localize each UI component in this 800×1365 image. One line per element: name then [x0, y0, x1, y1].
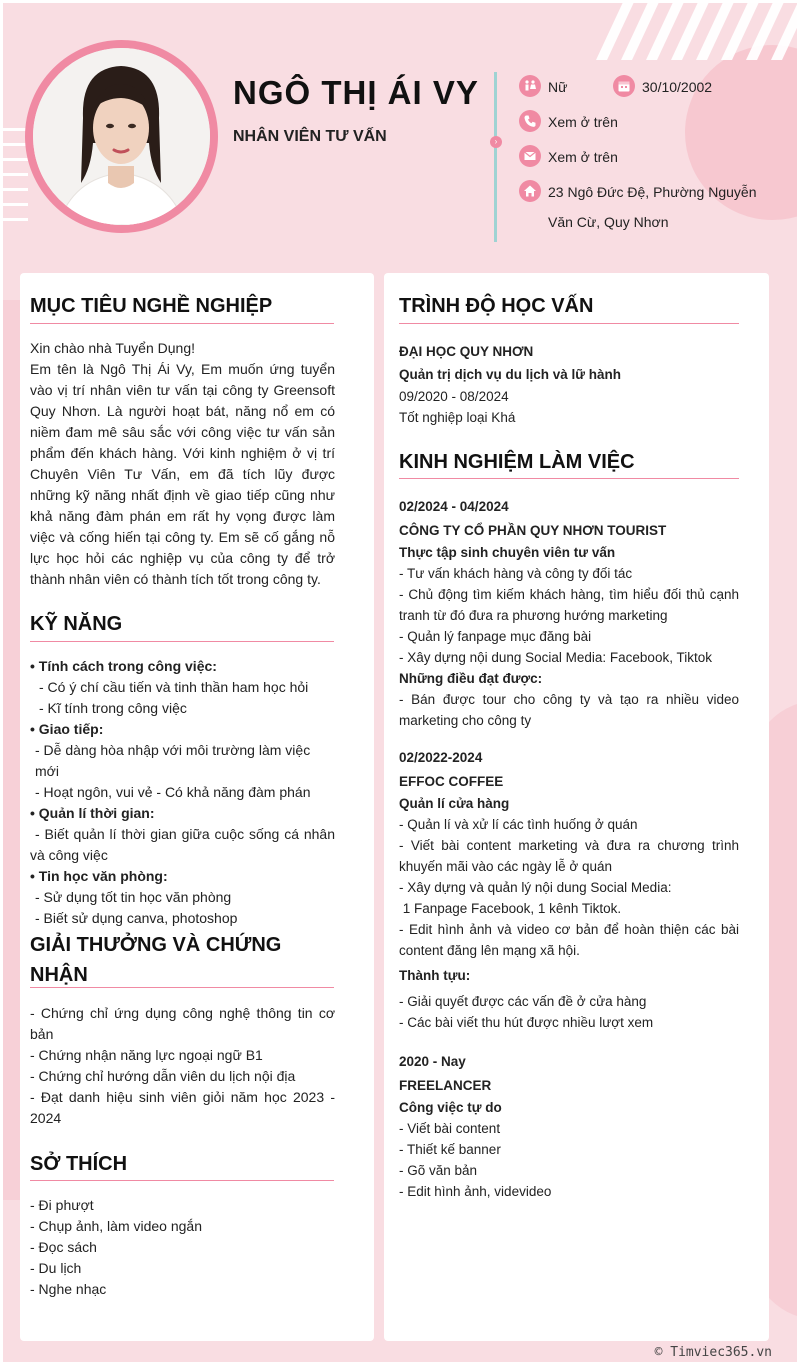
job-achievements-label: Những điều đạt được: — [399, 671, 543, 686]
email-text: Xem ở trên — [548, 149, 618, 165]
major: Quản trị dịch vụ du lịch và lữ hành — [399, 367, 622, 382]
job-period: 2020 - Nay — [399, 1054, 466, 1069]
education-block — [399, 340, 739, 428]
left-column-card — [20, 273, 374, 1341]
skill-group-heading: • Tin học văn phòng: — [30, 868, 168, 884]
job-entry — [399, 495, 739, 731]
section-divider — [30, 641, 334, 642]
job-achievement: - Giải quyết được các vấn đề ở cửa hàng — [399, 994, 647, 1009]
school-name: ĐẠI HỌC QUY NHƠN — [399, 344, 534, 359]
skill-group-heading: • Quản lí thời gian: — [30, 805, 155, 821]
gender-text: Nữ — [548, 79, 568, 95]
job-role: Thực tập sinh chuyên viên tư vấn — [399, 545, 616, 560]
job-entry — [399, 1050, 739, 1202]
job-duty: - Xây dựng nội dung Social Media: Facebook, Tiktok — [399, 650, 712, 665]
job-period: 02/2022-2024 — [399, 750, 483, 765]
award-item: - Đạt danh hiệu sinh viên giỏi năm học 2023 - 2024 — [30, 1089, 335, 1126]
skill-group-heading: • Tính cách trong công việc: — [30, 658, 217, 674]
job-company: EFFOC COFFEE — [399, 774, 504, 789]
skill-item: - Sử dụng tốt tin học văn phòng — [35, 889, 232, 905]
address-line-2: Văn Cừ, Quy Nhơn — [548, 214, 669, 230]
phone-text: Xem ở trên — [548, 114, 618, 130]
hobbies-title: SỞ THÍCH — [30, 1153, 128, 1175]
award-item: - Chứng chỉ ứng dụng công nghệ thông tin cơ bản — [30, 1005, 335, 1042]
birthdate-text: 30/10/2002 — [642, 79, 713, 95]
hobbies-list — [30, 1195, 335, 1300]
objective-body: Em tên là Ngô Thị Ái Vy, Em muốn ứng tuyển vào vị trí nhân viên tư vấn tại công ty Greensoft Quy Nhơn. Là người hoạt bát, năng nổ em có niềm đam mê sâu sắc với công việc tư vấn sản phẩm đến khách hàng. Với kinh nghiệm ở vị trí Chuyên Viên Tư Vấn, em đã tích lũy được những kỹ năng nhất định về giao tiếp cũng như khả năng đàm phán em rất hy vọng được làm việc và cống hiến tại công ty. Em sẽ cố gắng nỗ lực học hỏi các nghiệp vụ của công ty để trở thành nhân viên có thành tích tốt trong công ty. — [30, 361, 335, 587]
job-duty: - Xây dựng và quản lý nội dung Social Media: — [399, 880, 672, 895]
chevron-right-icon: › — [490, 136, 502, 148]
avatar — [25, 40, 218, 233]
job-duty: - Quản lí và xử lí các tình huống ở quán — [399, 817, 638, 832]
decorative-lines — [0, 128, 28, 233]
section-divider — [399, 323, 739, 324]
skill-item: - Có ý chí cầu tiến và tinh thần ham học hỏi — [39, 679, 309, 695]
decorative-stripes — [580, 0, 800, 60]
skills-list — [30, 656, 335, 929]
hobby-item: - Đọc sách — [30, 1239, 97, 1255]
divider-line — [494, 72, 497, 242]
experience-title: KINH NGHIỆM LÀM VIỆC — [399, 451, 635, 473]
job-company: CÔNG TY CỔ PHẦN QUY NHƠN TOURIST — [399, 523, 667, 538]
candidate-name: NGÔ THỊ ÁI VY — [233, 74, 479, 111]
objective-title: MỤC TIÊU NGHỀ NGHIỆP — [30, 295, 273, 317]
phone-icon — [519, 110, 541, 132]
job-duty: - Thiết kế banner — [399, 1142, 501, 1157]
right-column-card — [384, 273, 769, 1341]
job-entry — [399, 746, 739, 1033]
job-duty: - Tư vấn khách hàng và công ty đối tác — [399, 566, 633, 581]
skill-item: - Hoạt ngôn, vui vẻ - Có khả năng đàm phán — [35, 784, 311, 800]
job-period: 02/2024 - 04/2024 — [399, 499, 509, 514]
calendar-icon — [613, 75, 635, 97]
job-duty: - Edit hình ảnh, videvideo — [399, 1184, 552, 1199]
awards-title-line-2: NHẬN — [30, 964, 88, 986]
awards-title — [30, 930, 281, 990]
section-divider — [30, 323, 334, 324]
job-duty: - Viết bài content marketing và đưa ra chương trình khuyến mãi vào các ngày lễ ở quán — [399, 838, 739, 874]
address-line-1: 23 Ngô Đức Đệ, Phường Nguyễn — [548, 184, 757, 200]
education-result: Tốt nghiệp loại Khá — [399, 410, 516, 425]
gender-icon — [519, 75, 541, 97]
job-duty: - Edit hình ảnh và video cơ bản để hoàn thiện các bài content đăng lên mạng xã hội. — [399, 922, 739, 958]
job-duty: - Chủ động tìm kiếm khách hàng, tìm hiểu đối thủ cạnh tranh từ đó đưa ra phương hướng marketing — [399, 587, 739, 623]
job-duty: - Gõ văn bản — [399, 1163, 478, 1178]
job-achievement: - Bán được tour cho công ty và tạo ra nhiều video marketing cho công ty — [399, 692, 739, 728]
awards-list — [30, 1003, 335, 1129]
profile-photo — [33, 48, 210, 225]
section-divider — [30, 987, 334, 988]
email-icon — [519, 145, 541, 167]
skill-item: - Dễ dàng hòa nhập với môi trường làm việc mới — [35, 742, 311, 779]
hobby-item: - Đi phượt — [30, 1197, 94, 1213]
job-title: NHÂN VIÊN TƯ VẤN — [233, 128, 387, 145]
job-duty: - Quản lý fanpage mục đăng bài — [399, 629, 592, 644]
job-company: FREELANCER — [399, 1078, 492, 1093]
section-divider — [30, 1180, 334, 1181]
skills-title: KỸ NĂNG — [30, 613, 123, 635]
hobby-item: - Du lịch — [30, 1260, 82, 1276]
job-duty: 1 Fanpage Facebook, 1 kênh Tiktok. — [399, 901, 622, 916]
skill-item: - Kĩ tính trong công việc — [39, 700, 187, 716]
section-divider — [399, 478, 739, 479]
education-period: 09/2020 - 08/2024 — [399, 389, 509, 404]
job-achievements-label: Thành tựu: — [399, 968, 471, 983]
job-role: Quản lí cửa hàng — [399, 796, 510, 811]
hobby-item: - Chụp ảnh, làm video ngắn — [30, 1218, 202, 1234]
watermark-text: © Timviec365.vn — [654, 1345, 772, 1360]
home-icon — [519, 180, 541, 202]
award-item: - Chứng chỉ hướng dẫn viên du lịch nội địa — [30, 1068, 296, 1084]
hobby-item: - Nghe nhạc — [30, 1281, 107, 1297]
skill-group-heading: • Giao tiếp: — [30, 721, 104, 737]
job-role: Công việc tự do — [399, 1100, 502, 1115]
decorative-shape-left — [0, 300, 20, 1200]
job-duty: - Viết bài content — [399, 1121, 501, 1136]
skill-item: - Biết quản lí thời gian giữa cuộc sống cá nhân và công việc — [30, 826, 335, 863]
skill-item: - Biết sử dụng canva, photoshop — [35, 910, 238, 926]
objective-greeting: Xin chào nhà Tuyển Dụng! — [30, 340, 196, 356]
awards-title-line-1: GIẢI THƯỞNG VÀ CHỨNG — [30, 934, 282, 956]
job-achievement: - Các bài viết thu hút được nhiều lượt xem — [399, 1015, 654, 1030]
award-item: - Chứng nhận năng lực ngoại ngữ B1 — [30, 1047, 263, 1063]
education-title: TRÌNH ĐỘ HỌC VẤN — [399, 295, 594, 317]
